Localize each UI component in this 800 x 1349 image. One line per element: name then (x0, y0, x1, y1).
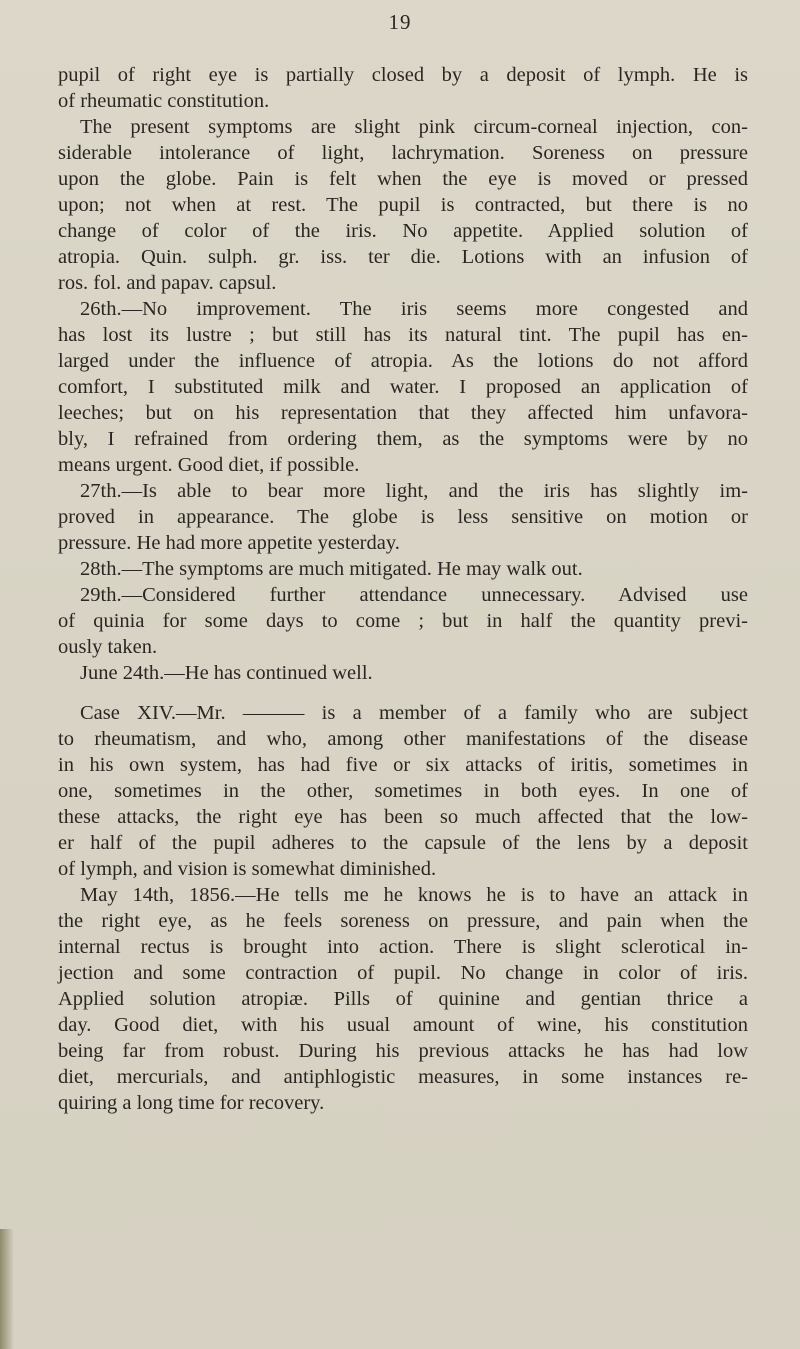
text-line: day. Good diet, with his usual amount of wine, his constitution (58, 1014, 748, 1036)
text-line: pressure. He had more appetite yesterday. (58, 532, 400, 554)
text-line: of lymph, and vision is somewhat diminished. (58, 858, 437, 880)
page-number: 19 (388, 10, 412, 34)
body-text (58, 62, 748, 1116)
text-line: June 24th.—He has continued well. (80, 662, 373, 684)
text-line: leeches; but on his representation that they affected him unfavora- (58, 402, 748, 424)
text-line: to rheumatism, and who, among other manifestations of the disease (58, 728, 748, 750)
text-line: 29th.—Considered further attendance unnecessary. Advised use (80, 584, 748, 606)
text-line: in his own system, has had five or six attacks of iritis, sometimes in (58, 754, 748, 776)
text-line: ros. fol. and papav. capsul. (58, 272, 277, 294)
text-line: of quinia for some days to come ; but in half the quantity previ- (58, 610, 748, 632)
page-edge-shadow (0, 1229, 14, 1349)
text-line: pupil of right eye is partially closed by a deposit of lymph. He is (58, 64, 748, 86)
text-line: Applied solution atropiæ. Pills of quinine and gentian thrice a (58, 988, 748, 1010)
text-line: bly, I refrained from ordering them, as the symptoms were by no (58, 428, 748, 450)
text-line: jection and some contraction of pupil. No change in color of iris. (58, 962, 748, 984)
text-line: being far from robust. During his previous attacks he has had low (58, 1040, 748, 1062)
text-line: internal rectus is brought into action. There is slight sclerotical in- (58, 936, 748, 958)
text-line: change of color of the iris. No appetite. Applied solution of (58, 220, 748, 242)
text-line: of rheumatic constitution. (58, 90, 270, 112)
text-line: er half of the pupil adheres to the capsule of the lens by a deposit (58, 832, 748, 854)
text-line: 27th.—Is able to bear more light, and the iris has slightly im- (80, 480, 748, 502)
text-line: these attacks, the right eye has been so much affected that the low- (58, 806, 748, 828)
text-line: upon the globe. Pain is felt when the eye is moved or pressed (58, 168, 748, 190)
text-line: the right eye, as he feels soreness on pressure, and pain when the (58, 910, 748, 932)
text-line: means urgent. Good diet, if possible. (58, 454, 360, 476)
text-line: The present symptoms are slight pink circum-corneal injection, con- (80, 116, 748, 138)
text-line: quiring a long time for recovery. (58, 1092, 325, 1114)
text-line: 26th.—No improvement. The iris seems more congested and (80, 298, 748, 320)
text-line: atropia. Quin. sulph. gr. iss. ter die. Lotions with an infusion of (58, 246, 748, 268)
text-line: proved in appearance. The globe is less sensitive on motion or (58, 506, 748, 528)
text-line: Case XIV.—Mr. ——— is a member of a family who are subject (80, 702, 748, 724)
text-line: comfort, I substituted milk and water. I proposed an application of (58, 376, 748, 398)
text-line: diet, mercurials, and antiphlogistic measures, in some instances re- (58, 1066, 748, 1088)
text-line: 28th.—The symptoms are much mitigated. He may walk out. (80, 558, 583, 580)
text-line: upon; not when at rest. The pupil is contracted, but there is no (58, 194, 748, 216)
text-line: ously taken. (58, 636, 158, 658)
text-line: May 14th, 1856.—He tells me he knows he is to have an attack in (80, 884, 748, 906)
text-line: one, sometimes in the other, sometimes in both eyes. In one of (58, 780, 748, 802)
text-line: larged under the influence of atropia. As the lotions do not afford (58, 350, 748, 372)
text-line: siderable intolerance of light, lachrymation. Soreness on pressure (58, 142, 748, 164)
text-line: has lost its lustre ; but still has its natural tint. The pupil has en- (58, 324, 748, 346)
